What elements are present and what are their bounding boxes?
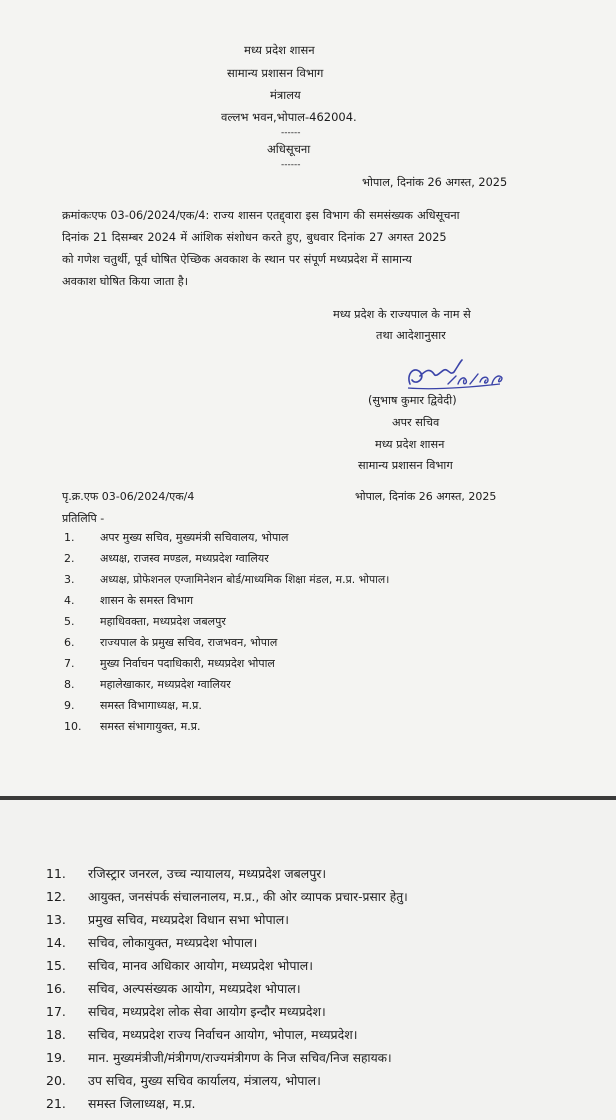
header-dashes: ------ <box>281 128 301 138</box>
closing-line-2: तथा आदेशानुसार <box>376 329 446 342</box>
list-item: मान. मुख्यमंत्रीजी/मंत्रीगण/राज्यमंत्रीगण के निज सचिव/निज सहायक। <box>88 1051 392 1065</box>
notification-title: अधिसूचना <box>267 142 311 156</box>
list-item: अध्यक्ष, राजस्व मण्डल, मध्यप्रदेश ग्वालियर <box>100 552 269 565</box>
list-item: समस्त जिलाध्यक्ष, म.प्र. <box>88 1096 196 1111</box>
list-item: राज्यपाल के प्रमुख सचिव, राजभवन, भोपाल <box>100 636 278 649</box>
signatory-designation: अपर सचिव <box>392 416 440 429</box>
signatory-department: सामान्य प्रशासन विभाग <box>358 459 453 472</box>
body-line-1: क्रमांकःएफ 03-06/2024/एक/4: राज्य शासन एतद्द्वारा इस विभाग की समसंख्यक अधिसूचना <box>62 209 460 222</box>
list-item-number: 4. <box>64 594 75 607</box>
list-item-number: 13. <box>46 912 66 927</box>
list-item: सचिव, मानव अधिकार आयोग, मध्यप्रदेश भोपाल। <box>88 958 313 973</box>
list-item-number: 19. <box>46 1050 66 1065</box>
header-government: मध्य प्रदेश शासन <box>244 43 315 57</box>
list-item: सचिव, मध्यप्रदेश राज्य निर्वाचन आयोग, भोपाल, मध्यप्रदेश। <box>88 1027 358 1042</box>
list-item-number: 20. <box>46 1073 66 1088</box>
list-item-number: 1. <box>64 531 75 544</box>
body-line-2: दिनांक 21 दिसम्बर 2024 में आंशिक संशोधन करते हुए, बुधवार दिनांक 27 अगस्त 2025 <box>62 231 447 244</box>
list-item: महाधिवक्ता, मध्यप्रदेश जबलपुर <box>100 615 226 628</box>
handwritten-signature <box>404 354 514 394</box>
list-item: महालेखाकार, मध्यप्रदेश ग्वालियर <box>100 678 231 691</box>
page-divider <box>0 790 616 806</box>
list-item: सचिव, लोकायुक्त, मध्यप्रदेश भोपाल। <box>88 935 258 950</box>
body-line-4: अवकाश घोषित किया जाता है। <box>62 275 189 288</box>
body-line-3: को गणेश चतुर्थी, पूर्व घोषित ऐच्छिक अवकाश के स्थान पर संपूर्ण मध्यप्रदेश में सामान्य <box>62 253 412 266</box>
list-item-number: 6. <box>64 636 75 649</box>
header-department: सामान्य प्रशासन विभाग <box>227 66 324 80</box>
list-item-number: 3. <box>64 573 75 586</box>
title-dashes: ------ <box>281 160 301 170</box>
list-item-number: 11. <box>46 866 66 881</box>
copy-to-label: प्रतिलिपि - <box>62 512 105 525</box>
notification-date: भोपाल, दिनांक 26 अगस्त, 2025 <box>362 176 508 189</box>
list-item-number: 14. <box>46 935 66 950</box>
list-item-number: 18. <box>46 1027 66 1042</box>
list-item: अध्यक्ष, प्रोफेशनल एग्जामिनेशन बोर्ड/माध्यमिक शिक्षा मंडल, म.प्र. भोपाल। <box>100 573 390 586</box>
list-item: सचिव, मध्यप्रदेश लोक सेवा आयोग इन्दौर मध्यप्रदेश। <box>88 1004 326 1019</box>
list-item-number: 7. <box>64 657 75 670</box>
header-ministry: मंत्रालय <box>270 88 301 102</box>
list-item: समस्त विभागाध्यक्ष, म.प्र. <box>100 699 202 712</box>
endorsement-date: भोपाल, दिनांक 26 अगस्त, 2025 <box>355 490 497 503</box>
list-item-number: 12. <box>46 889 66 904</box>
closing-line-1: मध्य प्रदेश के राज्यपाल के नाम से <box>333 308 471 321</box>
list-item: मुख्य निर्वाचन पदाधिकारी, मध्यप्रदेश भोपाल <box>100 657 275 670</box>
list-item-number: 9. <box>64 699 75 712</box>
list-item-number: 16. <box>46 981 66 996</box>
list-item-number: 21. <box>46 1096 66 1111</box>
list-item-number: 8. <box>64 678 75 691</box>
list-item: उप सचिव, मुख्य सचिव कार्यालय, मंत्रालय, भोपाल। <box>88 1073 321 1088</box>
list-item-number: 2. <box>64 552 75 565</box>
list-item: सचिव, अल्पसंख्यक आयोग, मध्यप्रदेश भोपाल। <box>88 981 301 996</box>
list-item-number: 5. <box>64 615 75 628</box>
list-item: समस्त संभागायुक्त, म.प्र. <box>100 720 201 733</box>
list-item: आयुक्त, जनसंपर्क संचालनालय, म.प्र., की ओर व्यापक प्रचार-प्रसार हेतु। <box>88 890 408 904</box>
header-address: वल्लभ भवन,भोपाल-462004. <box>221 110 357 124</box>
list-item: रजिस्ट्रार जनरल, उच्च न्यायालय, मध्यप्रदेश जबलपुर। <box>88 866 327 881</box>
signatory-name: (सुभाष कुमार द्विवेदी) <box>368 394 457 407</box>
endorsement-ref: पृ.क्र.एफ 03-06/2024/एक/4 <box>62 490 195 503</box>
list-item-number: 10. <box>64 720 82 733</box>
document-page-2 <box>0 806 616 1120</box>
list-item: शासन के समस्त विभाग <box>100 594 194 607</box>
signatory-government: मध्य प्रदेश शासन <box>375 438 445 451</box>
list-item-number: 17. <box>46 1004 66 1019</box>
list-item-number: 15. <box>46 958 66 973</box>
list-item: प्रमुख सचिव, मध्यप्रदेश विधान सभा भोपाल। <box>88 912 290 927</box>
list-item: अपर मुख्य सचिव, मुख्यमंत्री सचिवालय, भोपाल <box>100 531 289 544</box>
